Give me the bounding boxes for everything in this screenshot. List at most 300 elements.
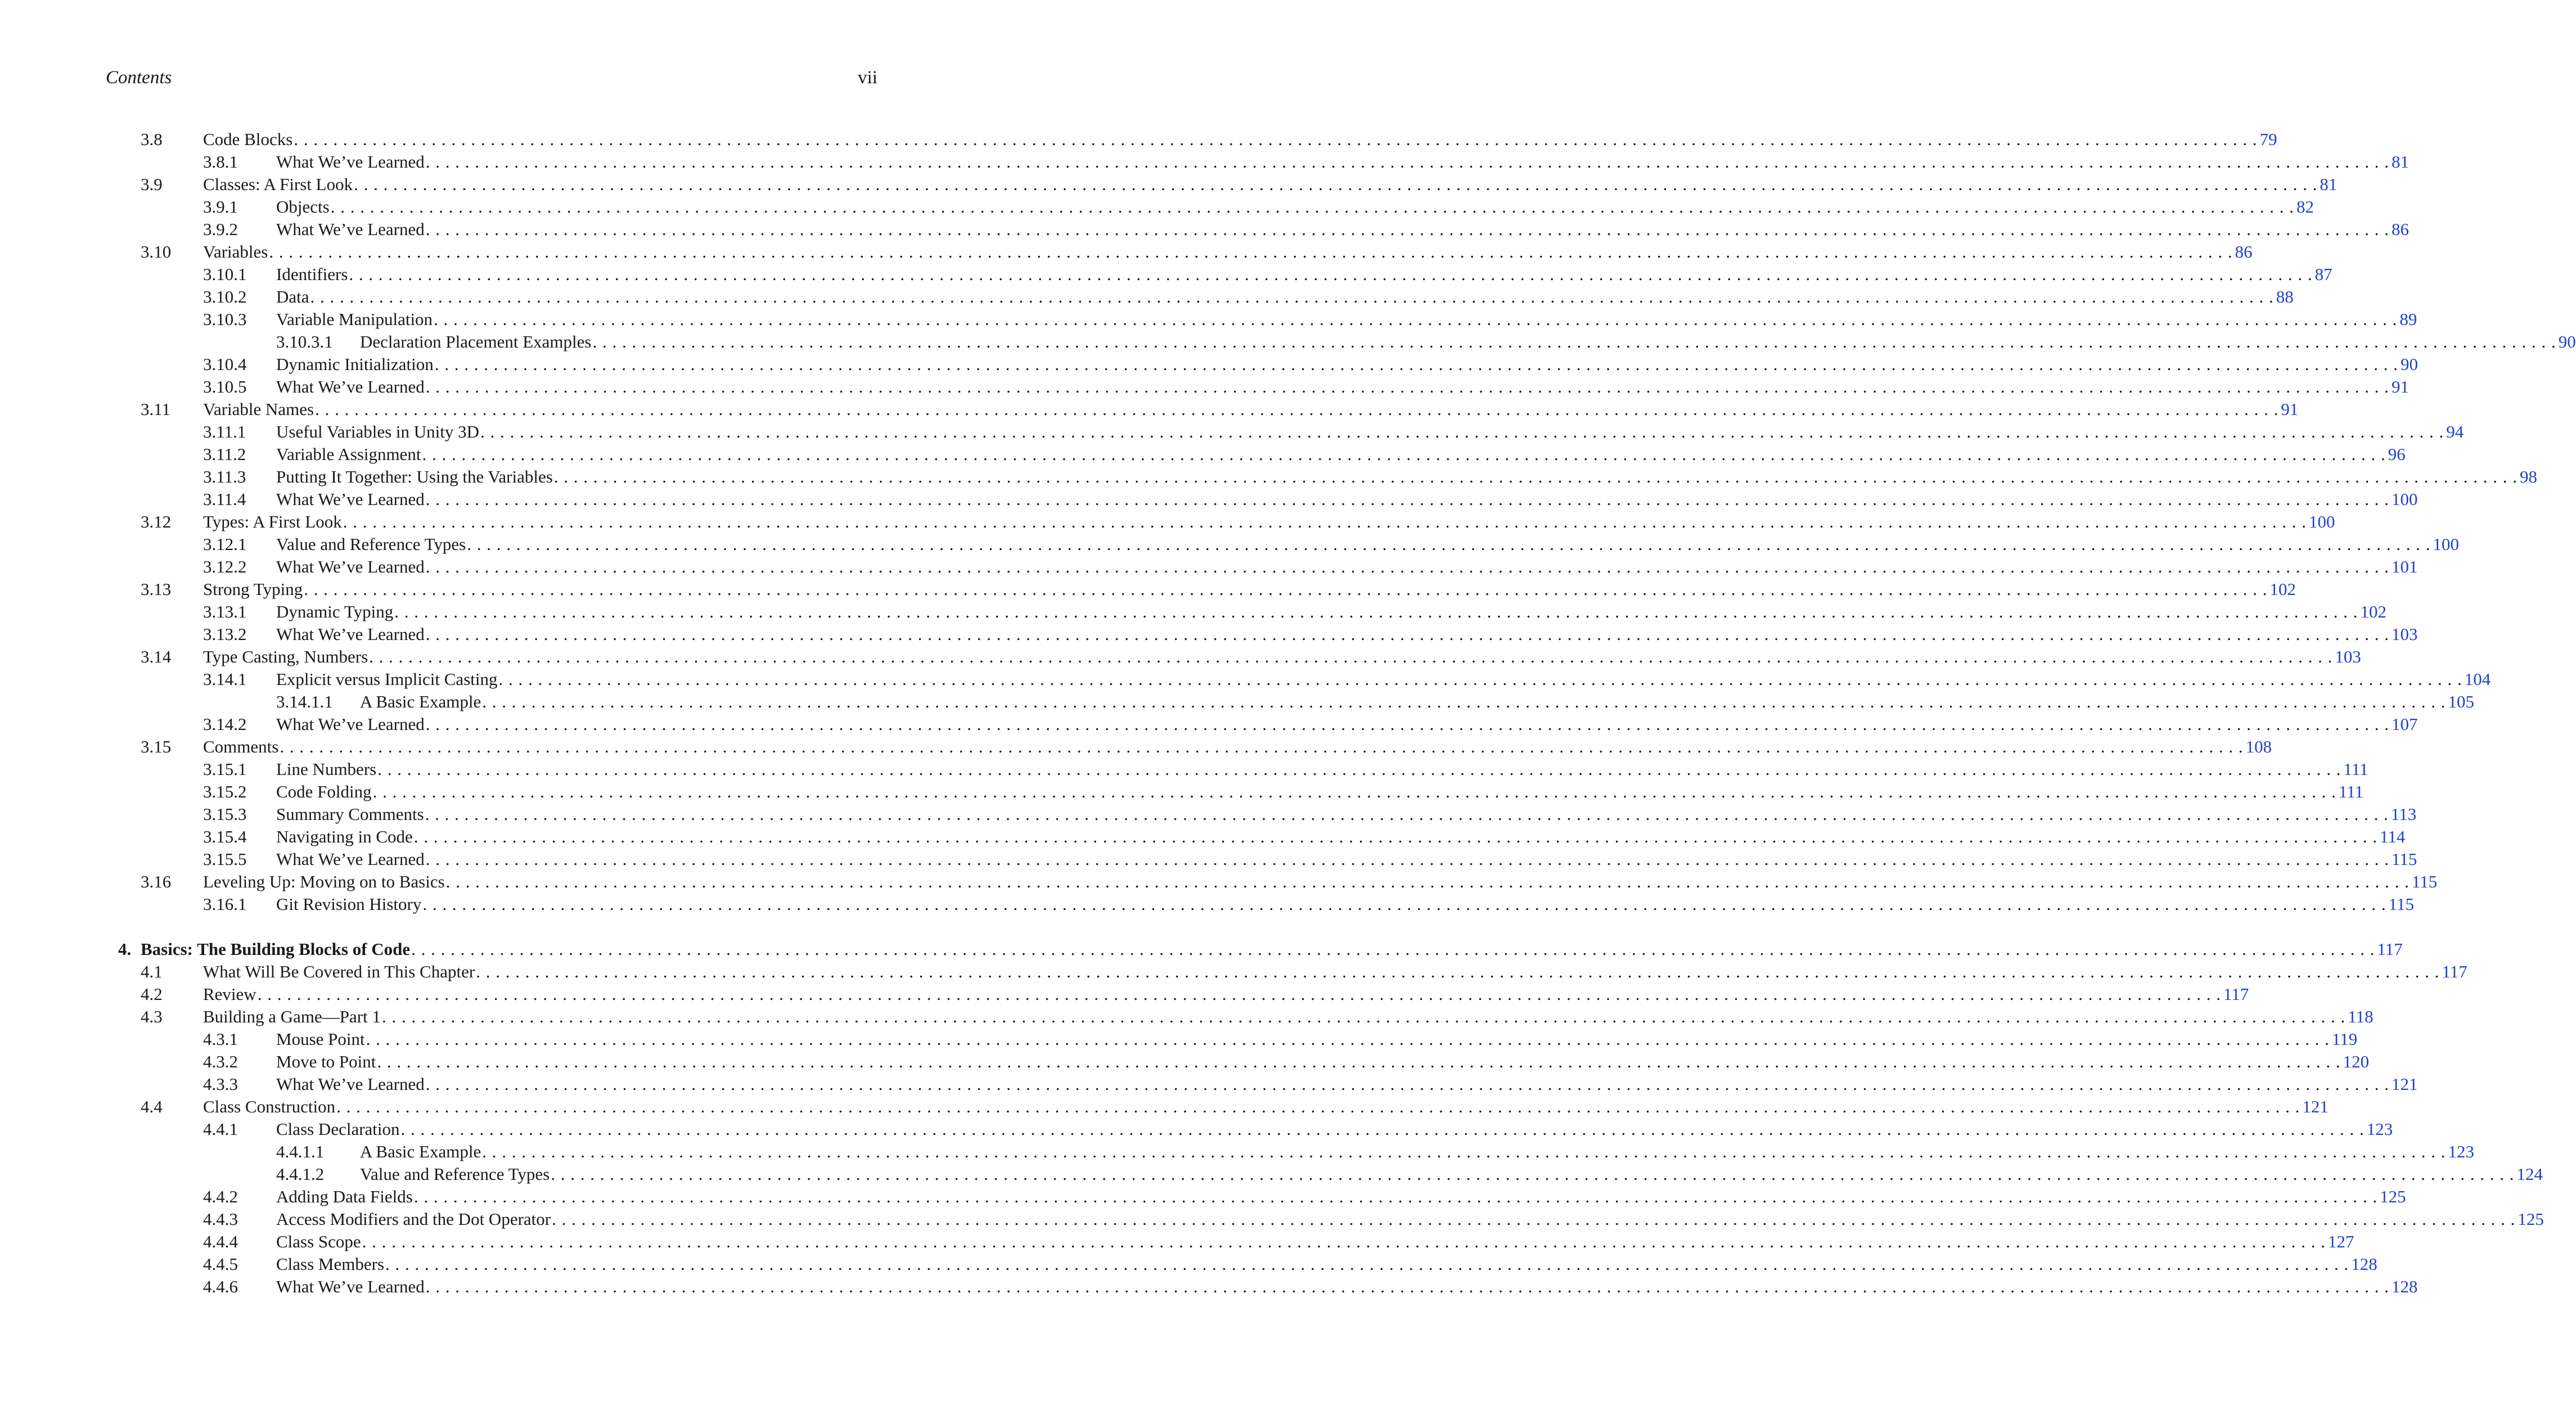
- dot-leader: . . . . . . . . . . . . . . . . . . . . . . . . . . . . . . . . . . . . . . . . . . . . . . . . . . . . . . . . . . . . . . . . . . . . . . . . . . . . . . . . . . . . . . . . . . . . . . . . . . . . . . . . . . . . . . . . . . . . . . . . . . . . . . . . . . . . . . . . . . . . . . . . . . . . . . . . . . . . . . . . . . . . . . . . . . . . . . . . . . . . . . . . . . . . . . . . . . . . . . . .: [269, 242, 2233, 262]
- dot-leader: . . . . . . . . . . . . . . . . . . . . . . . . . . . . . . . . . . . . . . . . . . . . . . . . . . . . . . . . . . . . . . . . . . . . . . . . . . . . . . . . . . . . . . . . . . . . . . . . . . . . . . . . . . . . . . . . . . . . . . . . . . . . . . . . . . . . . . . . . . . . . . . . . . . . . . . . . . . . . . . . . . . . . . . . . . . . . . . . . . . . . . . . . . . . . . . . . . . . . . . .: [552, 1209, 2516, 1229]
- dot-leader: . . . . . . . . . . . . . . . . . . . . . . . . . . . . . . . . . . . . . . . . . . . . . . . . . . . . . . . . . . . . . . . . . . . . . . . . . . . . . . . . . . . . . . . . . . . . . . . . . . . . . . . . . . . . . . . . . . . . . . . . . . . . . . . . . . . . . . . . . . . . . . . . . . . . . . . . . . . . . . . . . . . . . . . . . . . . . . . . . . . . . . . . . . . . . . . . . . . . . . . .: [366, 1029, 2330, 1049]
- toc-entry[interactable]: [0, 556, 2418, 578]
- toc-entry-line: [203, 961, 2467, 983]
- toc-entry[interactable]: [0, 758, 2368, 781]
- toc-entry[interactable]: [0, 1208, 2544, 1231]
- toc-entry-page-link[interactable]: 103: [2335, 647, 2361, 666]
- dot-leader: . . . . . . . . . . . . . . . . . . . . . . . . . . . . . . . . . . . . . . . . . . . . . . . . . . . . . . . . . . . . . . . . . . . . . . . . . . . . . . . . . . . . . . . . . . . . . . . . . . . . . . . . . . . . . . . . . . . . . . . . . . . . . . . . . . . . . . . . . . . . . . . . . . . . . . . . . . . . . . . . . . . . . . . . . . . . . . . . . . . . . . . . . . . . . . . . . . . . . . . .: [294, 129, 2258, 149]
- toc-entry[interactable]: [0, 601, 2386, 623]
- toc-entry-title: Access Modifiers and the Dot Operator: [276, 1209, 551, 1229]
- toc-entry-line: [276, 286, 2294, 308]
- toc-entry-page-link[interactable]: 91: [2391, 377, 2409, 396]
- toc-entry[interactable]: [0, 961, 2467, 983]
- toc-entry[interactable]: [0, 263, 2332, 286]
- toc-entry-title: Code Blocks: [203, 129, 293, 149]
- toc-entry-page-link[interactable]: 87: [2314, 264, 2332, 284]
- toc-entry-page-link[interactable]: 128: [2351, 1254, 2377, 1274]
- toc-entry-title: Dynamic Typing: [276, 602, 394, 621]
- toc-entry-title: Useful Variables in Unity 3D: [276, 422, 480, 441]
- toc-entry-line: [276, 1208, 2544, 1231]
- toc-entry-line: [276, 466, 2538, 488]
- toc-entry[interactable]: [0, 1186, 2406, 1208]
- toc-entry-page-link[interactable]: 115: [2411, 872, 2438, 891]
- toc-entry[interactable]: [0, 668, 2491, 691]
- running-head-title: Contents: [106, 67, 172, 88]
- toc-entry-number: 4.3.1: [203, 1029, 238, 1049]
- toc-entry-number: 3.16.1: [203, 894, 247, 914]
- toc-entry[interactable]: [0, 1051, 2370, 1073]
- toc-entry[interactable]: [0, 1073, 2418, 1096]
- toc-entry-title: Classes: A First Look: [203, 174, 353, 194]
- toc-entry[interactable]: [0, 511, 2335, 533]
- toc-entry[interactable]: [0, 623, 2418, 646]
- dot-leader: . . . . . . . . . . . . . . . . . . . . . . . . . . . . . . . . . . . . . . . . . . . . . . . . . . . . . . . . . . . . . . . . . . . . . . . . . . . . . . . . . . . . . . . . . . . . . . . . . . . . . . . . . . . . . . . . . . . . . . . . . . . . . . . . . . . . . . . . . . . . . . . . . . . . . . . . . . . . . . . . . . . . . . . . . . . . . . . . . . . . . . . . . . . . . . . . . . . . . . . .: [422, 894, 2386, 914]
- dot-leader: . . . . . . . . . . . . . . . . . . . . . . . . . . . . . . . . . . . . . . . . . . . . . . . . . . . . . . . . . . . . . . . . . . . . . . . . . . . . . . . . . . . . . . . . . . . . . . . . . . . . . . . . . . . . . . . . . . . . . . . . . . . . . . . . . . . . . . . . . . . . . . . . . . . . . . . . . . . . . . . . . . . . . . . . . . . . . . . . . . . . . . . . . . . . . . . . . . . . . . . .: [381, 1007, 2346, 1026]
- toc-entry-number: 3.15.5: [203, 849, 247, 869]
- dot-leader: . . . . . . . . . . . . . . . . . . . . . . . . . . . . . . . . . . . . . . . . . . . . . . . . . . . . . . . . . . . . . . . . . . . . . . . . . . . . . . . . . . . . . . . . . . . . . . . . . . . . . . . . . . . . . . . . . . . . . . . . . . . . . . . . . . . . . . . . . . . . . . . . . . . . . . . . . . . . . . . . . . . . . . . . . . . . . . . . . . . . . . . . . . . . . . . . . . . . . . . .: [343, 512, 2307, 531]
- dot-leader: . . . . . . . . . . . . . . . . . . . . . . . . . . . . . . . . . . . . . . . . . . . . . . . . . . . . . . . . . . . . . . . . . . . . . . . . . . . . . . . . . . . . . . . . . . . . . . . . . . . . . . . . . . . . . . . . . . . . . . . . . . . . . . . . . . . . . . . . . . . . . . . . . . . . . . . . . . . . . . . . . . . . . . . . . . . . . . . . . . . . . . . . . . . . . . . . . . . . . . . .: [425, 804, 2389, 824]
- toc-entry-line: [141, 938, 2403, 961]
- toc-entry-page-link[interactable]: 115: [2391, 849, 2417, 869]
- dot-leader: . . . . . . . . . . . . . . . . . . . . . . . . . . . . . . . . . . . . . . . . . . . . . . . . . . . . . . . . . . . . . . . . . . . . . . . . . . . . . . . . . . . . . . . . . . . . . . . . . . . . . . . . . . . . . . . . . . . . . . . . . . . . . . . . . . . . . . . . . . . . . . . . . . . . . . . . . . . . . . . . . . . . . . . . . . . . . . . . . . . . . . . . . . . . . . . . . . . . . . . .: [372, 782, 2336, 801]
- toc-entry-page-link[interactable]: 115: [2388, 894, 2414, 914]
- toc-entry-page-link[interactable]: 79: [2259, 129, 2277, 149]
- toc-entry-title: Variables: [203, 242, 268, 262]
- toc-entry-title: Comments: [203, 737, 279, 756]
- toc-entry-page-link[interactable]: 117: [2223, 984, 2249, 1004]
- toc-entry[interactable]: [0, 803, 2417, 826]
- toc-entry[interactable]: [0, 1096, 2329, 1118]
- toc-entry-number: 3.15.4: [203, 827, 247, 846]
- toc-entry-title: Building a Game—Part 1: [203, 1007, 381, 1026]
- toc-entry[interactable]: [0, 578, 2296, 601]
- toc-entry-title: Declaration Placement Examples: [360, 332, 592, 352]
- dot-leader: . . . . . . . . . . . . . . . . . . . . . . . . . . . . . . . . . . . . . . . . . . . . . . . . . . . . . . . . . . . . . . . . . . . . . . . . . . . . . . . . . . . . . . . . . . . . . . . . . . . . . . . . . . . . . . . . . . . . . . . . . . . . . . . . . . . . . . . . . . . . . . . . . . . . . . . . . . . . . . . . . . . . . . . . . . . . . . . . . . . . . . . . . . . . . . . . . . . . . . . .: [434, 309, 2398, 329]
- toc-entry-number: 3.10.5: [203, 377, 247, 396]
- toc-entry-line: [276, 196, 2314, 218]
- toc-entry-line: [276, 826, 2406, 848]
- dot-leader: . . . . . . . . . . . . . . . . . . . . . . . . . . . . . . . . . . . . . . . . . . . . . . . . . . . . . . . . . . . . . . . . . . . . . . . . . . . . . . . . . . . . . . . . . . . . . . . . . . . . . . . . . . . . . . . . . . . . . . . . . . . . . . . . . . . . . . . . . . . . . . . . . . . . . . . . . . . . . . . . . . . . . . . . . . . . . . . . . . . . . . . . . . . . . . . . . . . . . . . .: [482, 1142, 2446, 1161]
- toc-entry-number: 3.15: [141, 737, 172, 756]
- toc-entry-number: 4.3: [141, 1007, 163, 1026]
- dot-leader: . . . . . . . . . . . . . . . . . . . . . . . . . . . . . . . . . . . . . . . . . . . . . . . . . . . . . . . . . . . . . . . . . . . . . . . . . . . . . . . . . . . . . . . . . . . . . . . . . . . . . . . . . . . . . . . . . . . . . . . . . . . . . . . . . . . . . . . . . . . . . . . . . . . . . . . . . . . . . . . . . . . . . . . . . . . . . . . . . . . . . . . . . . . . . . . . . . . . . . . .: [354, 174, 2318, 194]
- toc-entry-title: Explicit versus Implicit Casting: [276, 669, 498, 689]
- toc-entry-title: Variable Manipulation: [276, 309, 433, 329]
- toc-entry-page-link[interactable]: 107: [2391, 714, 2418, 734]
- toc-entry-title: What We’ve Learned: [276, 714, 425, 734]
- toc-entry-page-link[interactable]: 121: [2302, 1097, 2329, 1116]
- toc-entry-page-link[interactable]: 91: [2281, 399, 2299, 419]
- dot-leader: . . . . . . . . . . . . . . . . . . . . . . . . . . . . . . . . . . . . . . . . . . . . . . . . . . . . . . . . . . . . . . . . . . . . . . . . . . . . . . . . . . . . . . . . . . . . . . . . . . . . . . . . . . . . . . . . . . . . . . . . . . . . . . . . . . . . . . . . . . . . . . . . . . . . . . . . . . . . . . . . . . . . . . . . . . . . . . . . . . . . . . . . . . . . . . . . . . . . . . . .: [336, 1097, 2300, 1116]
- dot-leader: . . . . . . . . . . . . . . . . . . . . . . . . . . . . . . . . . . . . . . . . . . . . . . . . . . . . . . . . . . . . . . . . . . . . . . . . . . . . . . . . . . . . . . . . . . . . . . . . . . . . . . . . . . . . . . . . . . . . . . . . . . . . . . . . . . . . . . . . . . . . . . . . . . . . . . . . . . . . . . . . . . . . . . . . . . . . . . . . . . . . . . . . . . . . . . . . . . . . . . . .: [310, 287, 2274, 307]
- toc-entry[interactable]: [0, 1253, 2377, 1276]
- toc-entry-title: Putting It Together: Using the Variables: [276, 467, 553, 486]
- toc-entry-line: [276, 848, 2417, 871]
- toc-entry-title: Line Numbers: [276, 759, 377, 779]
- toc-entry-page-link[interactable]: 94: [2446, 422, 2464, 441]
- toc-entry-title: Git Revision History: [276, 894, 422, 914]
- toc-entry-line: [203, 128, 2277, 151]
- toc-entry-title: Adding Data Fields: [276, 1187, 413, 1206]
- dot-leader: . . . . . . . . . . . . . . . . . . . . . . . . . . . . . . . . . . . . . . . . . . . . . . . . . . . . . . . . . . . . . . . . . . . . . . . . . . . . . . . . . . . . . . . . . . . . . . . . . . . . . . . . . . . . . . . . . . . . . . . . . . . . . . . . . . . . . . . . . . . . . . . . . . . . . . . . . . . . . . . . . . . . . . . . . . . . . . . . . . . . . . . . . . . . . . . . . . . . . . . .: [425, 489, 2389, 509]
- dot-leader: . . . . . . . . . . . . . . . . . . . . . . . . . . . . . . . . . . . . . . . . . . . . . . . . . . . . . . . . . . . . . . . . . . . . . . . . . . . . . . . . . . . . . . . . . . . . . . . . . . . . . . . . . . . . . . . . . . . . . . . . . . . . . . . . . . . . . . . . . . . . . . . . . . . . . . . . . . . . . . . . . . . . . . . . . . . . . . . . . . . . . . . . . . . . . . . . . . . . . . . .: [394, 602, 2358, 621]
- toc-entry-page-link[interactable]: 89: [2399, 309, 2417, 329]
- toc-entry-line: [276, 1118, 2393, 1141]
- dot-leader: . . . . . . . . . . . . . . . . . . . . . . . . . . . . . . . . . . . . . . . . . . . . . . . . . . . . . . . . . . . . . . . . . . . . . . . . . . . . . . . . . . . . . . . . . . . . . . . . . . . . . . . . . . . . . . . . . . . . . . . . . . . . . . . . . . . . . . . . . . . . . . . . . . . . . . . . . . . . . . . . . . . . . . . . . . . . . . . . . . . . . . . . . . . . . . . . . . . . . . . .: [257, 984, 2221, 1004]
- toc-entry[interactable]: [0, 308, 2417, 331]
- dot-leader: . . . . . . . . . . . . . . . . . . . . . . . . . . . . . . . . . . . . . . . . . . . . . . . . . . . . . . . . . . . . . . . . . . . . . . . . . . . . . . . . . . . . . . . . . . . . . . . . . . . . . . . . . . . . . . . . . . . . . . . . . . . . . . . . . . . . . . . . . . . . . . . . . . . . . . . . . . . . . . . . . . . . . . . . . . . . . . . . . . . . . . . . . . . . . . . . . . . . . . . .: [476, 962, 2440, 981]
- toc-entry[interactable]: [0, 736, 2272, 758]
- toc-entry-number: 4.4.2: [203, 1187, 238, 1206]
- toc-entry[interactable]: [0, 1006, 2374, 1028]
- toc-entry-line: [203, 736, 2272, 758]
- toc-entry[interactable]: [0, 646, 2361, 668]
- toc-entry-line: [276, 1253, 2377, 1276]
- toc-entry[interactable]: [0, 533, 2459, 556]
- toc-entry-line: [276, 668, 2491, 691]
- dot-leader: . . . . . . . . . . . . . . . . . . . . . . . . . . . . . . . . . . . . . . . . . . . . . . . . . . . . . . . . . . . . . . . . . . . . . . . . . . . . . . . . . . . . . . . . . . . . . . . . . . . . . . . . . . . . . . . . . . . . . . . . . . . . . . . . . . . . . . . . . . . . . . . . . . . . . . . . . . . . . . . . . . . . . . . . . . . . . . . . . . . . . . . . . . . . . . . . . . . . . . . .: [551, 1164, 2515, 1184]
- toc-entry-page-link[interactable]: 111: [2343, 759, 2368, 779]
- toc-entry[interactable]: [0, 286, 2294, 308]
- toc-entry[interactable]: [0, 421, 2464, 443]
- toc-entry-page-link[interactable]: 108: [2245, 737, 2272, 756]
- toc-entry-page-link[interactable]: 104: [2464, 669, 2491, 689]
- toc-entry-line: [276, 533, 2459, 556]
- toc-entry-number: 3.10: [141, 242, 172, 262]
- toc-entry-line: [203, 983, 2249, 1006]
- toc-entry-line: [276, 601, 2386, 623]
- dot-leader: . . . . . . . . . . . . . . . . . . . . . . . . . . . . . . . . . . . . . . . . . . . . . . . . . . . . . . . . . . . . . . . . . . . . . . . . . . . . . . . . . . . . . . . . . . . . . . . . . . . . . . . . . . . . . . . . . . . . . . . . . . . . . . . . . . . . . . . . . . . . . . . . . . . . . . . . . . . . . . . . . . . . . . . . . . . . . . . . . . . . . . . . . . . . . . . . . . . . . . . .: [467, 534, 2431, 554]
- dot-leader: . . . . . . . . . . . . . . . . . . . . . . . . . . . . . . . . . . . . . . . . . . . . . . . . . . . . . . . . . . . . . . . . . . . . . . . . . . . . . . . . . . . . . . . . . . . . . . . . . . . . . . . . . . . . . . . . . . . . . . . . . . . . . . . . . . . . . . . . . . . . . . . . . . . . . . . . . . . . . . . . . . . . . . . . . . . . . . . . . . . . . . . . . . . . . . . . . . . . . . . .: [304, 579, 2268, 599]
- toc-entry-number: 4.: [118, 939, 132, 959]
- toc-entry[interactable]: [0, 848, 2417, 871]
- toc-entry-page-link[interactable]: 86: [2391, 219, 2409, 239]
- toc-entry-page-link[interactable]: 88: [2276, 287, 2294, 307]
- dot-leader: . . . . . . . . . . . . . . . . . . . . . . . . . . . . . . . . . . . . . . . . . . . . . . . . . . . . . . . . . . . . . . . . . . . . . . . . . . . . . . . . . . . . . . . . . . . . . . . . . . . . . . . . . . . . . . . . . . . . . . . . . . . . . . . . . . . . . . . . . . . . . . . . . . . . . . . . . . . . . . . . . . . . . . . . . . . . . . . . . . . . . . . . . . . . . . . . . . . . . . . .: [400, 1119, 2365, 1139]
- dot-leader: . . . . . . . . . . . . . . . . . . . . . . . . . . . . . . . . . . . . . . . . . . . . . . . . . . . . . . . . . . . . . . . . . . . . . . . . . . . . . . . . . . . . . . . . . . . . . . . . . . . . . . . . . . . . . . . . . . . . . . . . . . . . . . . . . . . . . . . . . . . . . . . . . . . . . . . . . . . . . . . . . . . . . . . . . . . . . . . . . . . . . . . . . . . . . . . . . . . . . . . .: [445, 872, 2410, 891]
- toc-entry-page-link[interactable]: 121: [2391, 1074, 2418, 1094]
- toc-entry-title: Data: [276, 287, 309, 307]
- toc-entry-page-link[interactable]: 98: [2520, 467, 2538, 486]
- toc-entry-number: 3.13.2: [203, 624, 247, 644]
- toc-entry-page-link[interactable]: 118: [2348, 1007, 2374, 1026]
- toc-entry-page-link[interactable]: 103: [2391, 624, 2418, 644]
- toc-entry-line: [276, 488, 2418, 511]
- toc-entry-number: 4.4.3: [203, 1209, 238, 1229]
- toc-entry-line: [276, 218, 2409, 241]
- toc-entry-title: A Basic Example: [360, 692, 481, 711]
- toc-entry-line: [276, 353, 2419, 376]
- toc-entry[interactable]: [0, 1118, 2393, 1141]
- toc-entry-number: 3.12.2: [203, 557, 247, 576]
- toc-entry[interactable]: [0, 241, 2253, 263]
- toc-entry[interactable]: [0, 713, 2418, 736]
- toc-entry-line: [276, 1051, 2370, 1073]
- toc-entry-title: What Will Be Covered in This Chapter: [203, 962, 475, 981]
- dot-leader: . . . . . . . . . . . . . . . . . . . . . . . . . . . . . . . . . . . . . . . . . . . . . . . . . . . . . . . . . . . . . . . . . . . . . . . . . . . . . . . . . . . . . . . . . . . . . . . . . . . . . . . . . . . . . . . . . . . . . . . . . . . . . . . . . . . . . . . . . . . . . . . . . . . . . . . . . . . . . . . . . . . . . . . . . . . . . . . . . . . . . . . . . . . . . . . . . . . . . . . .: [425, 849, 2389, 869]
- toc-entry-title: What We’ve Learned: [276, 1074, 425, 1094]
- toc-entry-page-link[interactable]: 120: [2343, 1052, 2370, 1071]
- toc-entry-line: [203, 871, 2438, 893]
- dot-leader: . . . . . . . . . . . . . . . . . . . . . . . . . . . . . . . . . . . . . . . . . . . . . . . . . . . . . . . . . . . . . . . . . . . . . . . . . . . . . . . . . . . . . . . . . . . . . . . . . . . . . . . . . . . . . . . . . . . . . . . . . . . . . . . . . . . . . . . . . . . . . . . . . . . . . . . . . . . . . . . . . . . . . . . . . . . . . . . . . . . . . . . . . . . . . . . . . . . . . . . .: [349, 264, 2313, 284]
- toc-entry-number: 4.4.5: [203, 1254, 238, 1274]
- toc-entry-title: What We’ve Learned: [276, 152, 425, 172]
- toc-entry-line: [203, 398, 2299, 421]
- toc-entry-page-link[interactable]: 128: [2391, 1277, 2418, 1296]
- toc-entry-page-link[interactable]: 81: [2320, 174, 2338, 194]
- toc-entry-line: [203, 1006, 2374, 1028]
- toc-entry-page-link[interactable]: 113: [2390, 804, 2417, 824]
- toc-entry[interactable]: [0, 871, 2438, 893]
- toc-entry-line: [276, 623, 2418, 646]
- toc-entry-line: [276, 556, 2418, 578]
- toc-entry-number: 4.4: [141, 1097, 163, 1116]
- toc-entry[interactable]: [0, 218, 2409, 241]
- toc-entry-number: 3.11.4: [203, 489, 246, 509]
- toc-entry-line: [276, 1028, 2358, 1051]
- toc-entry-line: [276, 803, 2417, 826]
- toc-entry-number: 3.16: [141, 872, 172, 891]
- toc-entry-title: Class Construction: [203, 1097, 336, 1116]
- toc-entry-number: 4.2: [141, 984, 163, 1004]
- toc-entry-line: [276, 308, 2417, 331]
- toc-entry-line: [203, 646, 2361, 668]
- toc-entry-title: What We’ve Learned: [276, 624, 425, 644]
- dot-leader: . . . . . . . . . . . . . . . . . . . . . . . . . . . . . . . . . . . . . . . . . . . . . . . . . . . . . . . . . . . . . . . . . . . . . . . . . . . . . . . . . . . . . . . . . . . . . . . . . . . . . . . . . . . . . . . . . . . . . . . . . . . . . . . . . . . . . . . . . . . . . . . . . . . . . . . . . . . . . . . . . . . . . . . . . . . . . . . . . . . . . . . . . . . . . . . . . . . . . . . .: [377, 1052, 2341, 1071]
- dot-leader: . . . . . . . . . . . . . . . . . . . . . . . . . . . . . . . . . . . . . . . . . . . . . . . . . . . . . . . . . . . . . . . . . . . . . . . . . . . . . . . . . . . . . . . . . . . . . . . . . . . . . . . . . . . . . . . . . . . . . . . . . . . . . . . . . . . . . . . . . . . . . . . . . . . . . . . . . . . . . . . . . . . . . . . . . . . . . . . . . . . . . . . . . . . . . . . . . . . . . . . .: [362, 1232, 2326, 1251]
- dot-leader: . . . . . . . . . . . . . . . . . . . . . . . . . . . . . . . . . . . . . . . . . . . . . . . . . . . . . . . . . . . . . . . . . . . . . . . . . . . . . . . . . . . . . . . . . . . . . . . . . . . . . . . . . . . . . . . . . . . . . . . . . . . . . . . . . . . . . . . . . . . . . . . . . . . . . . . . . . . . . . . . . . . . . . . . . . . . . . . . . . . . . . . . . . . . . . . . . . . . . . . .: [413, 827, 2378, 846]
- toc-entry-line: [203, 578, 2296, 601]
- dot-leader: . . . . . . . . . . . . . . . . . . . . . . . . . . . . . . . . . . . . . . . . . . . . . . . . . . . . . . . . . . . . . . . . . . . . . . . . . . . . . . . . . . . . . . . . . . . . . . . . . . . . . . . . . . . . . . . . . . . . . . . . . . . . . . . . . . . . . . . . . . . . . . . . . . . . . . . . . . . . . . . . . . . . . . . . . . . . . . . . . . . . . . . . . . . . . . . . . . . . . . . .: [411, 939, 2375, 959]
- dot-leader: . . . . . . . . . . . . . . . . . . . . . . . . . . . . . . . . . . . . . . . . . . . . . . . . . . . . . . . . . . . . . . . . . . . . . . . . . . . . . . . . . . . . . . . . . . . . . . . . . . . . . . . . . . . . . . . . . . . . . . . . . . . . . . . . . . . . . . . . . . . . . . . . . . . . . . . . . . . . . . . . . . . . . . . . . . . . . . . . . . . . . . . . . . . . . . . . . . . . . . . .: [553, 467, 2518, 486]
- toc-entry-number: 3.11.3: [203, 467, 246, 486]
- toc-entry-line: [276, 443, 2406, 466]
- dot-leader: . . . . . . . . . . . . . . . . . . . . . . . . . . . . . . . . . . . . . . . . . . . . . . . . . . . . . . . . . . . . . . . . . . . . . . . . . . . . . . . . . . . . . . . . . . . . . . . . . . . . . . . . . . . . . . . . . . . . . . . . . . . . . . . . . . . . . . . . . . . . . . . . . . . . . . . . . . . . . . . . . . . . . . . . . . . . . . . . . . . . . . . . . . . . . . . . . . . . . . . .: [425, 557, 2389, 576]
- toc-entry[interactable]: [0, 196, 2314, 218]
- dot-leader: . . . . . . . . . . . . . . . . . . . . . . . . . . . . . . . . . . . . . . . . . . . . . . . . . . . . . . . . . . . . . . . . . . . . . . . . . . . . . . . . . . . . . . . . . . . . . . . . . . . . . . . . . . . . . . . . . . . . . . . . . . . . . . . . . . . . . . . . . . . . . . . . . . . . . . . . . . . . . . . . . . . . . . . . . . . . . . . . . . . . . . . . . . . . . . . . . . . . . . . .: [425, 377, 2389, 396]
- toc-entry-number: 3.11.2: [203, 444, 246, 464]
- toc-entry[interactable]: [0, 353, 2419, 376]
- toc-entry-number: 3.12.1: [203, 534, 247, 554]
- toc-entry-page-link[interactable]: 111: [2338, 782, 2364, 801]
- toc-entry-page-link[interactable]: 123: [2366, 1119, 2393, 1139]
- toc-entry-title: Class Declaration: [276, 1119, 400, 1139]
- toc-entry-page-link[interactable]: 100: [2433, 534, 2459, 554]
- toc-entry-title: Variable Names: [203, 399, 314, 419]
- toc-entry-title: Summary Comments: [276, 804, 424, 824]
- dot-leader: . . . . . . . . . . . . . . . . . . . . . . . . . . . . . . . . . . . . . . . . . . . . . . . . . . . . . . . . . . . . . . . . . . . . . . . . . . . . . . . . . . . . . . . . . . . . . . . . . . . . . . . . . . . . . . . . . . . . . . . . . . . . . . . . . . . . . . . . . . . . . . . . . . . . . . . . . . . . . . . . . . . . . . . . . . . . . . . . . . . . . . . . . . . . . . . . . . . . . . . .: [482, 692, 2446, 711]
- dot-leader: . . . . . . . . . . . . . . . . . . . . . . . . . . . . . . . . . . . . . . . . . . . . . . . . . . . . . . . . . . . . . . . . . . . . . . . . . . . . . . . . . . . . . . . . . . . . . . . . . . . . . . . . . . . . . . . . . . . . . . . . . . . . . . . . . . . . . . . . . . . . . . . . . . . . . . . . . . . . . . . . . . . . . . . . . . . . . . . . . . . . . . . . . . . . . . . . . . . . . . . .: [434, 354, 2399, 374]
- toc-entry[interactable]: [0, 1141, 2474, 1163]
- toc-entry-title: Code Folding: [276, 782, 372, 801]
- toc-entry-line: [276, 781, 2364, 803]
- dot-leader: . . . . . . . . . . . . . . . . . . . . . . . . . . . . . . . . . . . . . . . . . . . . . . . . . . . . . . . . . . . . . . . . . . . . . . . . . . . . . . . . . . . . . . . . . . . . . . . . . . . . . . . . . . . . . . . . . . . . . . . . . . . . . . . . . . . . . . . . . . . . . . . . . . . . . . . . . . . . . . . . . . . . . . . . . . . . . . . . . . . . . . . . . . . . . . . . . . . . . . . .: [377, 759, 2341, 779]
- toc-entry-page-link[interactable]: 102: [2360, 602, 2386, 621]
- toc-entry[interactable]: [0, 488, 2418, 511]
- toc-entry-page-link[interactable]: 124: [2516, 1164, 2543, 1184]
- toc-entry-title: Move to Point: [276, 1052, 376, 1071]
- dot-leader: . . . . . . . . . . . . . . . . . . . . . . . . . . . . . . . . . . . . . . . . . . . . . . . . . . . . . . . . . . . . . . . . . . . . . . . . . . . . . . . . . . . . . . . . . . . . . . . . . . . . . . . . . . . . . . . . . . . . . . . . . . . . . . . . . . . . . . . . . . . . . . . . . . . . . . . . . . . . . . . . . . . . . . . . . . . . . . . . . . . . . . . . . . . . . . . . . . . . . . . .: [425, 624, 2389, 644]
- toc-entry-page-link[interactable]: 114: [2380, 827, 2406, 846]
- toc-entry-title: Dynamic Initialization: [276, 354, 434, 374]
- toc-entry[interactable]: [0, 1163, 2543, 1186]
- toc-entry-number: 3.14.1: [203, 669, 247, 689]
- dot-leader: . . . . . . . . . . . . . . . . . . . . . . . . . . . . . . . . . . . . . . . . . . . . . . . . . . . . . . . . . . . . . . . . . . . . . . . . . . . . . . . . . . . . . . . . . . . . . . . . . . . . . . . . . . . . . . . . . . . . . . . . . . . . . . . . . . . . . . . . . . . . . . . . . . . . . . . . . . . . . . . . . . . . . . . . . . . . . . . . . . . . . . . . . . . . . . . . . . . . . . . .: [330, 197, 2294, 217]
- toc-entry[interactable]: [0, 376, 2409, 398]
- dot-leader: . . . . . . . . . . . . . . . . . . . . . . . . . . . . . . . . . . . . . . . . . . . . . . . . . . . . . . . . . . . . . . . . . . . . . . . . . . . . . . . . . . . . . . . . . . . . . . . . . . . . . . . . . . . . . . . . . . . . . . . . . . . . . . . . . . . . . . . . . . . . . . . . . . . . . . . . . . . . . . . . . . . . . . . . . . . . . . . . . . . . . . . . . . . . . . . . . . . . . . . .: [385, 1254, 2349, 1274]
- toc-entry-number: 4.4.6: [203, 1277, 238, 1296]
- chapter-spacer: [0, 916, 984, 938]
- toc-entry-title: Leveling Up: Moving on to Basics: [203, 872, 445, 891]
- toc-entry-page-link[interactable]: 119: [2331, 1029, 2358, 1049]
- dot-leader: . . . . . . . . . . . . . . . . . . . . . . . . . . . . . . . . . . . . . . . . . . . . . . . . . . . . . . . . . . . . . . . . . . . . . . . . . . . . . . . . . . . . . . . . . . . . . . . . . . . . . . . . . . . . . . . . . . . . . . . . . . . . . . . . . . . . . . . . . . . . . . . . . . . . . . . . . . . . . . . . . . . . . . . . . . . . . . . . . . . . . . . . . . . . . . . . . . . . . . . .: [425, 219, 2389, 239]
- toc-entry-line: [276, 1276, 2418, 1298]
- toc-entry-title: Identifiers: [276, 264, 348, 284]
- dot-leader: . . . . . . . . . . . . . . . . . . . . . . . . . . . . . . . . . . . . . . . . . . . . . . . . . . . . . . . . . . . . . . . . . . . . . . . . . . . . . . . . . . . . . . . . . . . . . . . . . . . . . . . . . . . . . . . . . . . . . . . . . . . . . . . . . . . . . . . . . . . . . . . . . . . . . . . . . . . . . . . . . . . . . . . . . . . . . . . . . . . . . . . . . . . . . . . . . . . . . . . .: [425, 152, 2389, 172]
- toc-entry-line: [203, 511, 2335, 533]
- toc-entry-page-link[interactable]: 82: [2296, 197, 2314, 217]
- toc-entry-number: 4.4.4: [203, 1232, 238, 1251]
- toc-entry-number: 3.14: [141, 647, 172, 666]
- dot-leader: . . . . . . . . . . . . . . . . . . . . . . . . . . . . . . . . . . . . . . . . . . . . . . . . . . . . . . . . . . . . . . . . . . . . . . . . . . . . . . . . . . . . . . . . . . . . . . . . . . . . . . . . . . . . . . . . . . . . . . . . . . . . . . . . . . . . . . . . . . . . . . . . . . . . . . . . . . . . . . . . . . . . . . . . . . . . . . . . . . . . . . . . . . . . . . . . . . . . . . . .: [413, 1187, 2378, 1206]
- dot-leader: . . . . . . . . . . . . . . . . . . . . . . . . . . . . . . . . . . . . . . . . . . . . . . . . . . . . . . . . . . . . . . . . . . . . . . . . . . . . . . . . . . . . . . . . . . . . . . . . . . . . . . . . . . . . . . . . . . . . . . . . . . . . . . . . . . . . . . . . . . . . . . . . . . . . . . . . . . . . . . . . . . . . . . . . . . . . . . . . . . . . . . . . . . . . . . . . . . . . . . . .: [280, 737, 2244, 756]
- toc-entry[interactable]: [0, 331, 2576, 353]
- dot-leader: . . . . . . . . . . . . . . . . . . . . . . . . . . . . . . . . . . . . . . . . . . . . . . . . . . . . . . . . . . . . . . . . . . . . . . . . . . . . . . . . . . . . . . . . . . . . . . . . . . . . . . . . . . . . . . . . . . . . . . . . . . . . . . . . . . . . . . . . . . . . . . . . . . . . . . . . . . . . . . . . . . . . . . . . . . . . . . . . . . . . . . . . . . . . . . . . . . . . . . . .: [315, 399, 2279, 419]
- toc-entry-line: [276, 376, 2409, 398]
- dot-leader: . . . . . . . . . . . . . . . . . . . . . . . . . . . . . . . . . . . . . . . . . . . . . . . . . . . . . . . . . . . . . . . . . . . . . . . . . . . . . . . . . . . . . . . . . . . . . . . . . . . . . . . . . . . . . . . . . . . . . . . . . . . . . . . . . . . . . . . . . . . . . . . . . . . . . . . . . . . . . . . . . . . . . . . . . . . . . . . . . . . . . . . . . . . . . . . . . . . . . . . .: [425, 1074, 2389, 1094]
- toc-entry-number: 3.15.3: [203, 804, 247, 824]
- toc-entry-title: Value and Reference Types: [360, 1164, 550, 1184]
- toc-entry-title: Mouse Point: [276, 1029, 365, 1049]
- running-head-page-number: vii: [858, 67, 877, 88]
- toc-entry[interactable]: [0, 1276, 2418, 1298]
- toc-entry-page-link[interactable]: 102: [2269, 579, 2296, 599]
- toc-entry[interactable]: [0, 443, 2406, 466]
- toc-entry[interactable]: [0, 398, 2299, 421]
- toc-chapter-entry[interactable]: [0, 938, 2403, 961]
- toc-entry-title: Types: A First Look: [203, 512, 342, 531]
- toc-entry-title: Review: [203, 984, 256, 1004]
- toc-entry-line: [276, 1231, 2354, 1253]
- dot-leader: . . . . . . . . . . . . . . . . . . . . . . . . . . . . . . . . . . . . . . . . . . . . . . . . . . . . . . . . . . . . . . . . . . . . . . . . . . . . . . . . . . . . . . . . . . . . . . . . . . . . . . . . . . . . . . . . . . . . . . . . . . . . . . . . . . . . . . . . . . . . . . . . . . . . . . . . . . . . . . . . . . . . . . . . . . . . . . . . . . . . . . . . . . . . . . . . . . . . . . . .: [425, 714, 2389, 734]
- toc-entry-page-link[interactable]: 117: [2442, 962, 2467, 981]
- toc-entry-line: [276, 713, 2418, 736]
- toc-entry-title: A Basic Example: [360, 1142, 481, 1161]
- toc-entry-number: 3.15.2: [203, 782, 247, 801]
- toc-entry-number: 3.9.2: [203, 219, 238, 239]
- toc-entry-page-link[interactable]: 100: [2308, 512, 2335, 531]
- toc-entry-title: What We’ve Learned: [276, 849, 425, 869]
- toc-entry-title: What We’ve Learned: [276, 489, 425, 509]
- toc-entry-page-link[interactable]: 90: [2558, 332, 2576, 352]
- toc-entry-title: Class Scope: [276, 1232, 361, 1251]
- dot-leader: . . . . . . . . . . . . . . . . . . . . . . . . . . . . . . . . . . . . . . . . . . . . . . . . . . . . . . . . . . . . . . . . . . . . . . . . . . . . . . . . . . . . . . . . . . . . . . . . . . . . . . . . . . . . . . . . . . . . . . . . . . . . . . . . . . . . . . . . . . . . . . . . . . . . . . . . . . . . . . . . . . . . . . . . . . . . . . . . . . . . . . . . . . . . . . . . . . . . . . . .: [592, 332, 2556, 352]
- toc-entry-number: 3.10.3.1: [276, 332, 333, 352]
- dot-leader: . . . . . . . . . . . . . . . . . . . . . . . . . . . . . . . . . . . . . . . . . . . . . . . . . . . . . . . . . . . . . . . . . . . . . . . . . . . . . . . . . . . . . . . . . . . . . . . . . . . . . . . . . . . . . . . . . . . . . . . . . . . . . . . . . . . . . . . . . . . . . . . . . . . . . . . . . . . . . . . . . . . . . . . . . . . . . . . . . . . . . . . . . . . . . . . . . . . . . . . .: [425, 1277, 2389, 1296]
- toc-entry-number: 3.12: [141, 512, 172, 531]
- toc-entry-number: 4.4.1.2: [276, 1164, 325, 1184]
- dot-leader: . . . . . . . . . . . . . . . . . . . . . . . . . . . . . . . . . . . . . . . . . . . . . . . . . . . . . . . . . . . . . . . . . . . . . . . . . . . . . . . . . . . . . . . . . . . . . . . . . . . . . . . . . . . . . . . . . . . . . . . . . . . . . . . . . . . . . . . . . . . . . . . . . . . . . . . . . . . . . . . . . . . . . . . . . . . . . . . . . . . . . . . . . . . . . . . . . . . . . . . .: [480, 422, 2444, 441]
- toc-entry-title: What We’ve Learned: [276, 219, 425, 239]
- dot-leader: . . . . . . . . . . . . . . . . . . . . . . . . . . . . . . . . . . . . . . . . . . . . . . . . . . . . . . . . . . . . . . . . . . . . . . . . . . . . . . . . . . . . . . . . . . . . . . . . . . . . . . . . . . . . . . . . . . . . . . . . . . . . . . . . . . . . . . . . . . . . . . . . . . . . . . . . . . . . . . . . . . . . . . . . . . . . . . . . . . . . . . . . . . . . . . . . . . . . . . . .: [369, 647, 2333, 666]
- toc-entry-line: [360, 691, 2474, 713]
- toc-entry-number: 3.11: [141, 399, 171, 419]
- toc-entry[interactable]: [0, 781, 2364, 803]
- toc-entry-number: 4.1: [141, 962, 163, 981]
- toc-entry-number: 3.9: [141, 174, 163, 194]
- toc-entry[interactable]: [0, 128, 2277, 151]
- toc-entry-page-link[interactable]: 96: [2388, 444, 2406, 464]
- toc-entry[interactable]: [0, 151, 2409, 173]
- toc-entry-title: Navigating in Code: [276, 827, 413, 846]
- toc-entry-number: 4.3.3: [203, 1074, 238, 1094]
- toc-entry-number: 3.10.4: [203, 354, 247, 374]
- toc-entry[interactable]: [0, 983, 2249, 1006]
- toc-entry-title: What We’ve Learned: [276, 377, 425, 396]
- toc-entry-number: 4.3.2: [203, 1052, 238, 1071]
- toc-entry-number: 3.13: [141, 579, 172, 599]
- toc-entry-number: 3.13.1: [203, 602, 247, 621]
- toc-entry-page-link[interactable]: 125: [2380, 1187, 2406, 1206]
- toc-entry-line: [276, 151, 2409, 173]
- toc-entry[interactable]: [0, 826, 2406, 848]
- toc-entry-page-link[interactable]: 127: [2327, 1232, 2354, 1251]
- toc-entry-line: [276, 758, 2368, 781]
- toc-entry-page-link[interactable]: 100: [2391, 489, 2418, 509]
- toc-entry-number: 3.10.2: [203, 287, 247, 307]
- toc-entry-title: Variable Assignment: [276, 444, 421, 464]
- toc-entry-line: [203, 1096, 2329, 1118]
- toc-entry-number: 3.14.1.1: [276, 692, 333, 711]
- toc-entry-number: 3.14.2: [203, 714, 247, 734]
- toc-entry-page-link[interactable]: 90: [2401, 354, 2419, 374]
- toc-entry-line: [360, 1141, 2474, 1163]
- toc-entry-page-link[interactable]: 123: [2448, 1142, 2474, 1161]
- toc-entry-page-link[interactable]: 86: [2235, 242, 2253, 262]
- toc-entry-number: 3.10.1: [203, 264, 247, 284]
- toc-entry-title: Basics: The Building Blocks of Code: [141, 939, 411, 959]
- toc-entry[interactable]: [0, 173, 2338, 196]
- toc-entry[interactable]: [0, 691, 2474, 713]
- toc-entry-title: Strong Typing: [203, 579, 303, 599]
- toc-entry[interactable]: [0, 893, 2414, 916]
- toc-entry-line: [203, 173, 2338, 196]
- toc-entry-page-link[interactable]: 101: [2391, 557, 2418, 576]
- toc-entry-line: [276, 893, 2414, 916]
- toc-entry-title: Value and Reference Types: [276, 534, 466, 554]
- toc-entry-page-link[interactable]: 125: [2518, 1209, 2544, 1229]
- toc-entry-line: [360, 331, 2576, 353]
- toc-entry-title: What We’ve Learned: [276, 1277, 425, 1296]
- toc-entry-line: [360, 1163, 2543, 1186]
- toc-entry-number: 4.4.1: [203, 1119, 238, 1139]
- toc-entry-page-link[interactable]: 81: [2391, 152, 2409, 172]
- toc-entry-number: 3.15.1: [203, 759, 247, 779]
- toc-entry-line: [203, 241, 2253, 263]
- toc-entry-number: 3.8: [141, 129, 163, 149]
- toc-entry[interactable]: [0, 1028, 2358, 1051]
- toc-entry[interactable]: [0, 466, 2538, 488]
- table-of-contents: [0, 128, 2576, 1298]
- toc-entry-number: 3.9.1: [203, 197, 238, 217]
- toc-entry-page-link[interactable]: 117: [2377, 939, 2403, 959]
- dot-leader: . . . . . . . . . . . . . . . . . . . . . . . . . . . . . . . . . . . . . . . . . . . . . . . . . . . . . . . . . . . . . . . . . . . . . . . . . . . . . . . . . . . . . . . . . . . . . . . . . . . . . . . . . . . . . . . . . . . . . . . . . . . . . . . . . . . . . . . . . . . . . . . . . . . . . . . . . . . . . . . . . . . . . . . . . . . . . . . . . . . . . . . . . . . . . . . . . . . . . . . .: [498, 669, 2462, 689]
- page-header: [106, 67, 877, 94]
- toc-entry-page-link[interactable]: 105: [2448, 692, 2474, 711]
- toc-entry[interactable]: [0, 1231, 2354, 1253]
- dot-leader: . . . . . . . . . . . . . . . . . . . . . . . . . . . . . . . . . . . . . . . . . . . . . . . . . . . . . . . . . . . . . . . . . . . . . . . . . . . . . . . . . . . . . . . . . . . . . . . . . . . . . . . . . . . . . . . . . . . . . . . . . . . . . . . . . . . . . . . . . . . . . . . . . . . . . . . . . . . . . . . . . . . . . . . . . . . . . . . . . . . . . . . . . . . . . . . . . . . . . . . .: [422, 444, 2386, 464]
- toc-entry-number: 3.8.1: [203, 152, 238, 172]
